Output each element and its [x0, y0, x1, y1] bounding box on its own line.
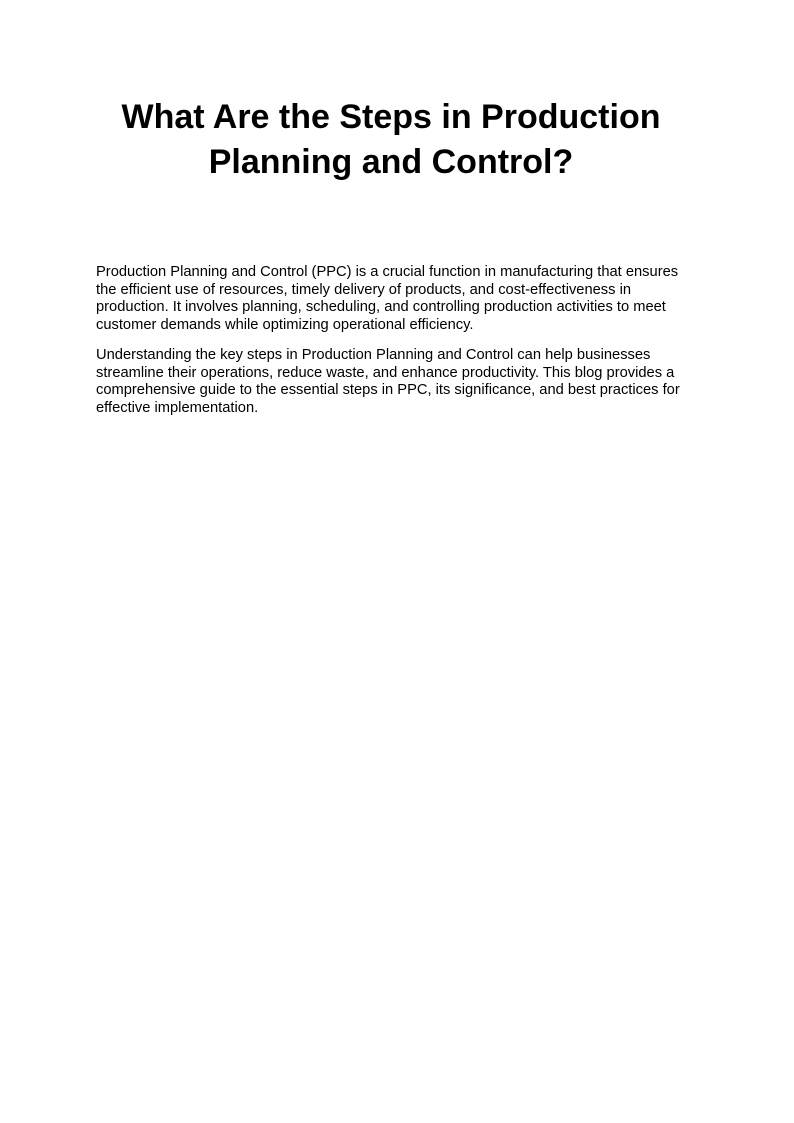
paragraph-line: comprehensive guide to the essential steps in PPC, its significance, and best practices for [96, 382, 680, 398]
intro-paragraph [96, 264, 700, 334]
overview-paragraph [96, 347, 700, 417]
paragraph-line: streamline their operations, reduce waste, and enhance productivity. This blog provides a [96, 364, 675, 381]
title-line: What Are the Steps in Production [121, 98, 661, 136]
paragraph-line: customer demands while optimizing operational efficiency. [96, 316, 474, 333]
paragraph-line: effective implementation. [96, 399, 259, 416]
paragraph-line: production. It involves planning, scheduling, and controlling production activities to meet [96, 299, 666, 315]
paragraph-line: Production Planning and Control (PPC) is a crucial function in manufacturing that ensures [96, 264, 679, 280]
document-title [96, 95, 686, 185]
paragraph-line: the efficient use of resources, timely delivery of products, and cost-effectiveness in [96, 281, 632, 298]
paragraph-line: Understanding the key steps in Production Planning and Control can help businesses [96, 347, 651, 363]
title-line: Planning and Control? [208, 143, 574, 181]
